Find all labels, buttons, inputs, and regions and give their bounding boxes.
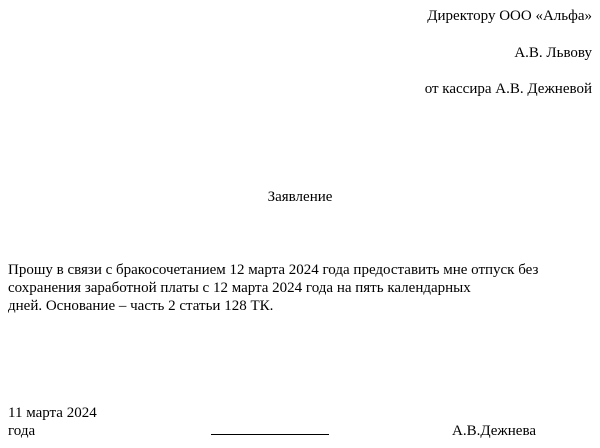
signer-name: А.В.Дежнева [452,423,537,439]
body-text-line-1: Прошу в связи с бракосочетанием 12 марта 2024 года предоставить мне отпуск без [8,262,539,278]
date-year-word: года [8,423,36,439]
sender-line: от кассира А.В. Дежневой [424,81,592,97]
body-text-line-2: сохранения заработной платы с 12 марта 2024 года на пять календарных [8,280,471,296]
date-day-month-year: 11 марта 2024 [8,405,97,421]
body-text-line-3: дней. Основание – часть 2 статьи 128 ТК. [8,298,274,314]
addressee-name: А.В. Львову [514,45,592,61]
document-title: Заявление [267,189,333,205]
addressee-director: Директору ООО «Альфа» [427,8,592,24]
signature-line [211,434,329,435]
